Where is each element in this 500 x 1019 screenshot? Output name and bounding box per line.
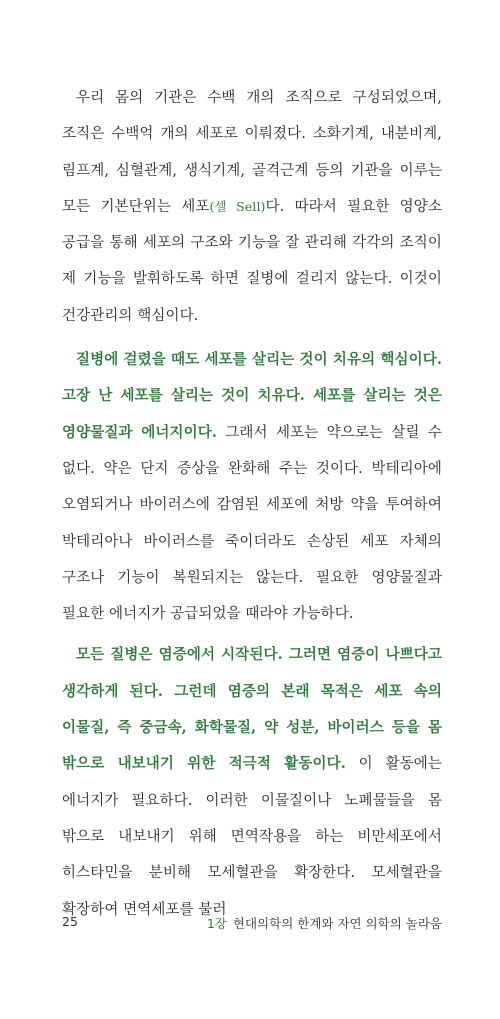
body-text xyxy=(62,80,442,933)
paragraph-2-emphasis: 질병에 걸렸을 때도 세포를 살리는 것이 치유의 핵심이다. 고장 난 세포를 살리는 것이 치유다. 세포를 살리는 것은 영양물질과 에너지이다. xyxy=(62,351,442,441)
paragraph-3-text: 이 활동에는 에너지가 필요하다. 이러한 이물질이나 노폐물들을 몸 밖으로 내보내기 위해 면역작용을 하는 비만세포에서 히스타민을 분비해 모세혈관을 확장한다. 모세혈관을 확장하여 면역세포를 불러 xyxy=(62,756,443,918)
paragraph-3 xyxy=(62,637,442,927)
paragraph-2 xyxy=(62,342,442,632)
paragraph-1-text-b: 다. 따라서 필요한 영양소 공급을 통해 세포의 구조와 기능을 잘 관리해 각각의 조직이 제 기능을 발휘하도록 하면 질병에 걸리지 않는다. 이것이 건강관리의 핵심이다. xyxy=(62,198,443,324)
paragraph-2-text: 그래서 세포는 약으로는 살릴 수 없다. 약은 단지 증상을 완화해 주는 것이다. 박테리아에 오염되거나 바이러스에 감염된 세포에 처방 약을 투여하여 박테리아나 바이러스를 죽이더라도 손상된 세포 자체의 구조나 기능이 복원되지는 않는다. 필요한 영양물질과 필요한 에너지가 공급되었을 때라야 가능하다. xyxy=(62,424,442,623)
page-footer xyxy=(62,914,442,934)
paragraph-1 xyxy=(62,80,442,334)
page-number: 25 xyxy=(62,914,78,929)
running-head xyxy=(207,914,442,932)
chapter-title: 현대의학의 한계와 자연 의학의 놀라움 xyxy=(232,916,442,931)
paragraph-3-emphasis: 모든 질병은 염증에서 시작된다. 그러면 염증이 나쁘다고 생각하게 된다. 그런데 염증의 본래 목적은 세포 속의 이물질, 즉 중금속, 화학물질, 약 성분, 바이러스 등을 몸 밖으로 내보내기 위한 적극적 활동이다. xyxy=(62,646,442,773)
chapter-label: 1장 xyxy=(206,916,227,931)
cell-term-annotation: (셀 Sell) xyxy=(209,198,266,214)
paragraph-1-text-a: 우리 몸의 기관은 수백 개의 조직으로 구성되었으며, 조직은 수백억 개의 세포로 이뤄졌다. 소화기계, 내분비계, 림프계, 심혈관계, 생식기계, 골격근계 등의 기관을 이루는 모든 기본단위는 세포 xyxy=(62,90,442,215)
